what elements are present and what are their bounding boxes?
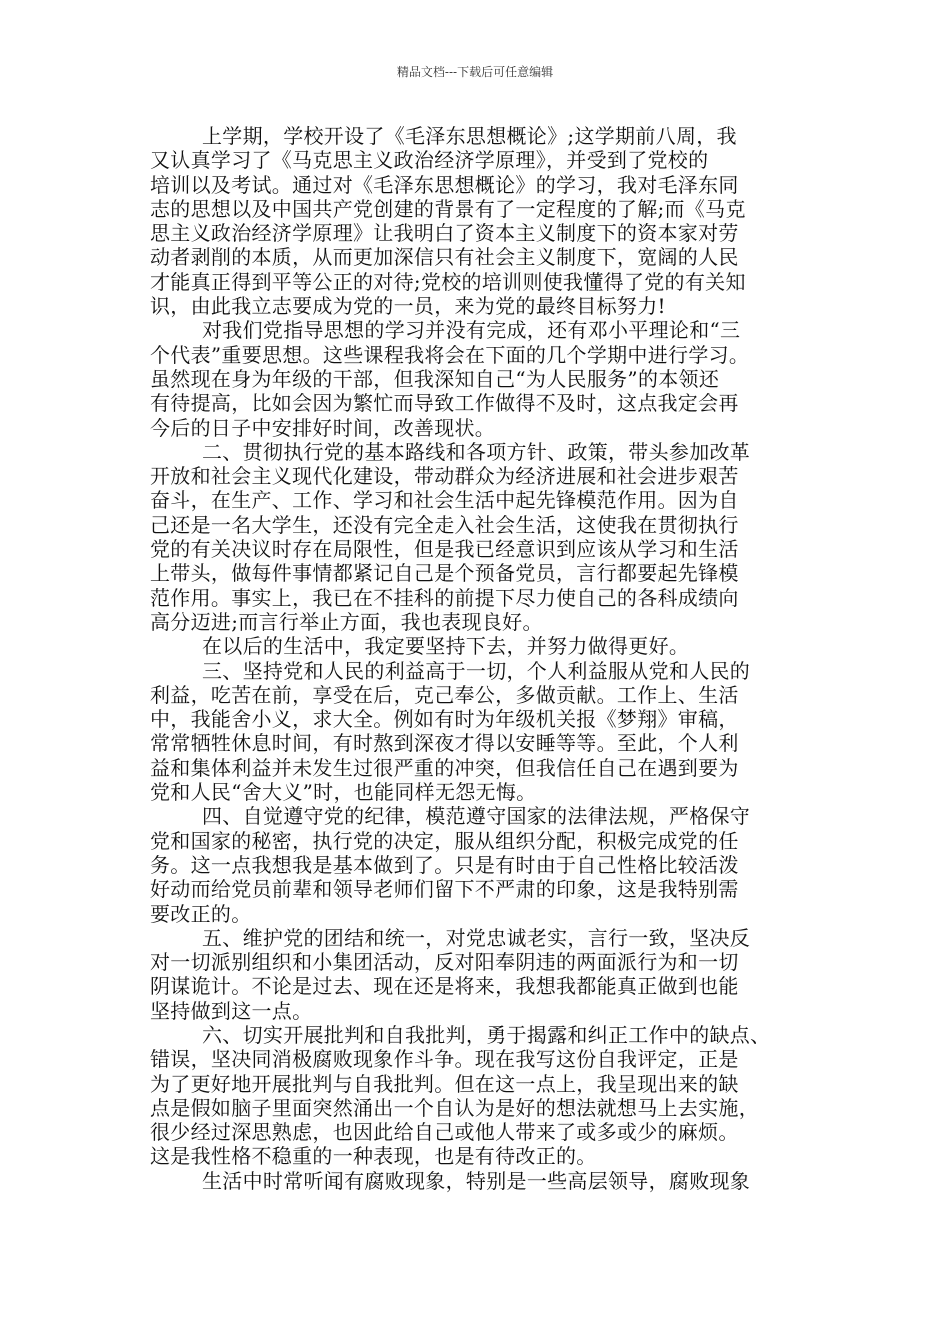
text-line: 志的思想以及中国共产党创建的背景有了一定程度的了解;而《马克 xyxy=(150,196,746,221)
text-line: 党的有关决议时存在局限性，但是我已经意识到应该从学习和生活 xyxy=(150,537,739,562)
text-line: 今后的日子中安排好时间，改善现状。 xyxy=(150,415,496,440)
text-line: 思主义政治经济学原理》让我明白了资本主义制度下的资本家对劳 xyxy=(150,221,739,246)
text-line: 党和国家的秘密，执行党的决定，服从组织分配，积极完成党的任 xyxy=(150,828,739,853)
text-line: 为了更好地开展批判与自我批判。但在这一点上，我呈现出来的缺 xyxy=(150,1071,739,1096)
text-line: 点是假如脑子里面突然涌出一个自认为是好的想法就想马上去实施， xyxy=(150,1095,759,1120)
text-line: 有待提高，比如会因为繁忙而导致工作做得不及时，这点我定会再 xyxy=(150,391,739,416)
text-line: 动者剥削的本质，从而更加深信只有社会主义制度下，宽阔的人民 xyxy=(150,245,739,270)
text-line: 中，我能舍小义，求大全。例如有时为年级机关报《梦翔》审稿， xyxy=(150,707,739,732)
text-line: 党和人民“舍大义”时，也能同样无怨无悔。 xyxy=(150,780,537,805)
text-line: 才能真正得到平等公正的对待;党校的培训则使我懂得了党的有关知 xyxy=(150,269,746,294)
text-line: 高分迈进;而言行举止方面，我也表现良好。 xyxy=(150,609,543,634)
text-line: 培训以及考试。通过对《毛泽东思想概论》的学习，我对毛泽东同 xyxy=(150,172,739,197)
text-line: 这是我性格不稳重的一种表现，也是有待改正的。 xyxy=(150,1144,597,1169)
text-line: 很少经过深思熟虑，也因此给自己或他人带来了或多或少的麻烦。 xyxy=(150,1120,739,1145)
text-line: 常常牺牲休息时间，有时熬到深夜才得以安睡等等。至此，个人利 xyxy=(150,731,739,756)
text-line: 利益，吃苦在前，享受在后，克己奉公，多做贡献。工作上、生活 xyxy=(150,682,739,707)
text-line: 益和集体利益并未发生过很严重的冲突，但我信任自己在遇到要为 xyxy=(150,755,739,780)
document-body xyxy=(150,124,805,1193)
text-line: 坚持做到这一点。 xyxy=(150,998,313,1023)
paragraph-first-line: 三、坚持党和人民的利益高于一切，个人利益服从党和人民的 xyxy=(202,658,751,683)
text-line: 错误，坚决同消极腐败现象作斗争。现在我写这份自我评定，正是 xyxy=(150,1047,739,1072)
paragraph-first-line: 生活中时常听闻有腐败现象，特别是一些高层领导，腐败现象 xyxy=(202,1168,751,1193)
text-line: 好动而给党员前辈和领导老师们留下不严肃的印象，这是我特别需 xyxy=(150,877,739,902)
text-line: 对一切派别组织和小集团活动，反对阳奉阴违的两面派行为和一切 xyxy=(150,950,739,975)
text-line: 又认真学习了《马克思主义政治经济学原理》，并受到了党校的 xyxy=(150,148,709,173)
paragraph-first-line: 上学期，学校开设了《毛泽东思想概论》;这学期前八周，我 xyxy=(202,124,737,148)
text-line: 识，由此我立志要成为党的一员，来为党的最终目标努力! xyxy=(150,294,666,319)
text-line: 虽然现在身为年级的干部，但我深知自己“为人民服务”的本领还 xyxy=(150,366,720,391)
paragraph-first-line: 对我们党指导思想的学习并没有完成，还有邓小平理论和“三 xyxy=(202,318,741,343)
paragraph-first-line: 在以后的生活中，我定要坚持下去，并努力做得更好。 xyxy=(202,634,690,659)
text-line: 上带头，做每件事情都紧记自己是个预备党员，言行都要起先锋模 xyxy=(150,561,739,586)
text-line: 要改正的。 xyxy=(150,901,252,926)
paragraph-first-line: 六、切实开展批判和自我批判，勇于揭露和纠正工作中的缺点、 xyxy=(202,1022,771,1047)
text-line: 己还是一名大学生，还没有完全走入社会生活，这使我在贯彻执行 xyxy=(150,512,739,537)
text-line: 奋斗，在生产、工作、学习和社会生活中起先锋模范作用。因为自 xyxy=(150,488,739,513)
paragraph-first-line: 五、维护党的团结和统一，对党忠诚老实，言行一致，坚决反 xyxy=(202,925,751,950)
paragraph-first-line: 二、贯彻执行党的基本路线和各项方针、政策，带头参加改革 xyxy=(202,439,751,464)
text-line: 范作用。事实上，我已在不挂科的前提下尽力使自己的各科成绩向 xyxy=(150,585,739,610)
text-line: 开放和社会主义现代化建设，带动群众为经济进展和社会进步艰苦 xyxy=(150,464,739,489)
text-line: 务。这一点我想我是基本做到了。只是有时由于自己性格比较活泼 xyxy=(150,852,739,877)
text-line: 阴谋诡计。不论是过去、现在还是将来，我想我都能真正做到也能 xyxy=(150,974,739,999)
paragraph-first-line: 四、自觉遵守党的纪律，模范遵守国家的法律法规，严格保守 xyxy=(202,804,751,829)
page-header: 精品文档---下载后可任意编辑 xyxy=(396,65,554,79)
text-line: 个代表”重要思想。这些课程我将会在下面的几个学期中进行学习。 xyxy=(150,342,750,367)
